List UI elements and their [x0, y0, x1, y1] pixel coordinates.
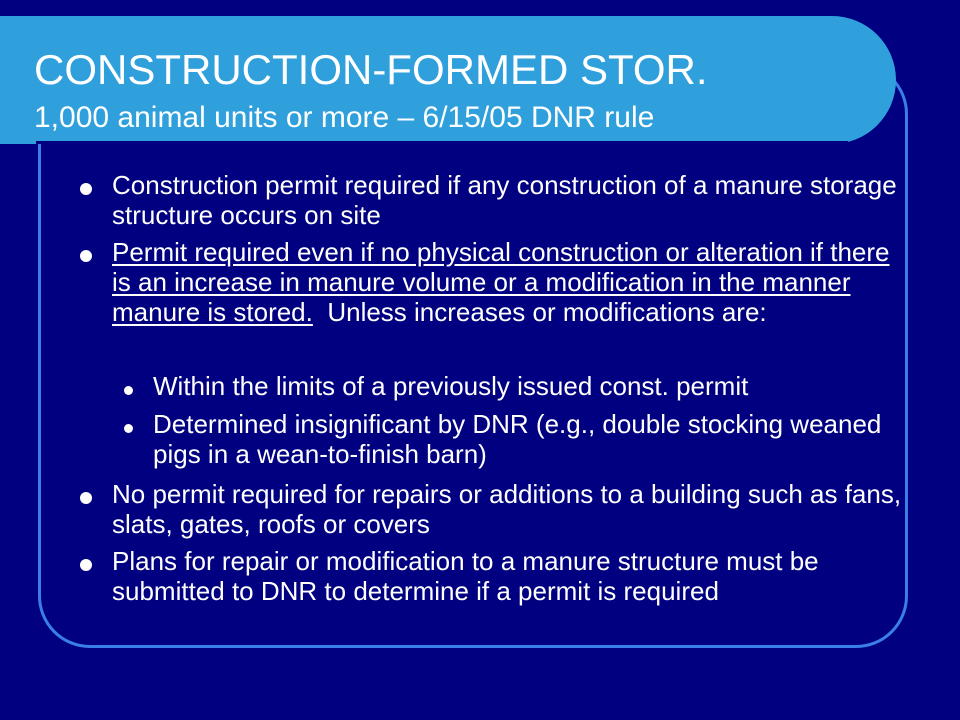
unless-text: Unless increases or modifications are: — [327, 297, 767, 327]
bullet-dot-icon — [80, 559, 92, 571]
sub-bullet-dot-icon — [124, 424, 133, 433]
bullet-dot-icon — [80, 183, 92, 195]
slide-title: CONSTRUCTION-FORMED STOR. — [34, 46, 708, 93]
slide-subtitle: 1,000 animal units or more – 6/15/05 DNR rule — [34, 101, 655, 134]
sub-bullet-dot-icon — [124, 386, 133, 395]
sub-bullet-previous-permit: Within the limits of a previously issued const. permit — [153, 371, 749, 401]
underlined-permit-text: Permit required even if no physical construction or alteration if there is an increase in manure volume or a modification in the manner manure is stored. — [112, 237, 890, 327]
sub-bullet-insignificant: Determined insignificant by DNR (e.g., double stocking weaned pigs in a wean-to-finish barn) — [153, 409, 882, 469]
bullet-dot-icon — [80, 250, 92, 262]
bullet-dot-icon — [80, 492, 92, 504]
bullet-permit-required — [112, 237, 902, 327]
bullet-construction-permit: Construction permit required if any construction of a manure storage structure occurs on site — [112, 170, 897, 230]
bullet-no-permit-repairs: No permit required for repairs or additions to a building such as fans, slats, gates, roofs or covers — [112, 479, 902, 539]
bullet-plans-submitted: Plans for repair or modification to a manure structure must be submitted to DNR to determine if a permit is required — [112, 546, 819, 606]
